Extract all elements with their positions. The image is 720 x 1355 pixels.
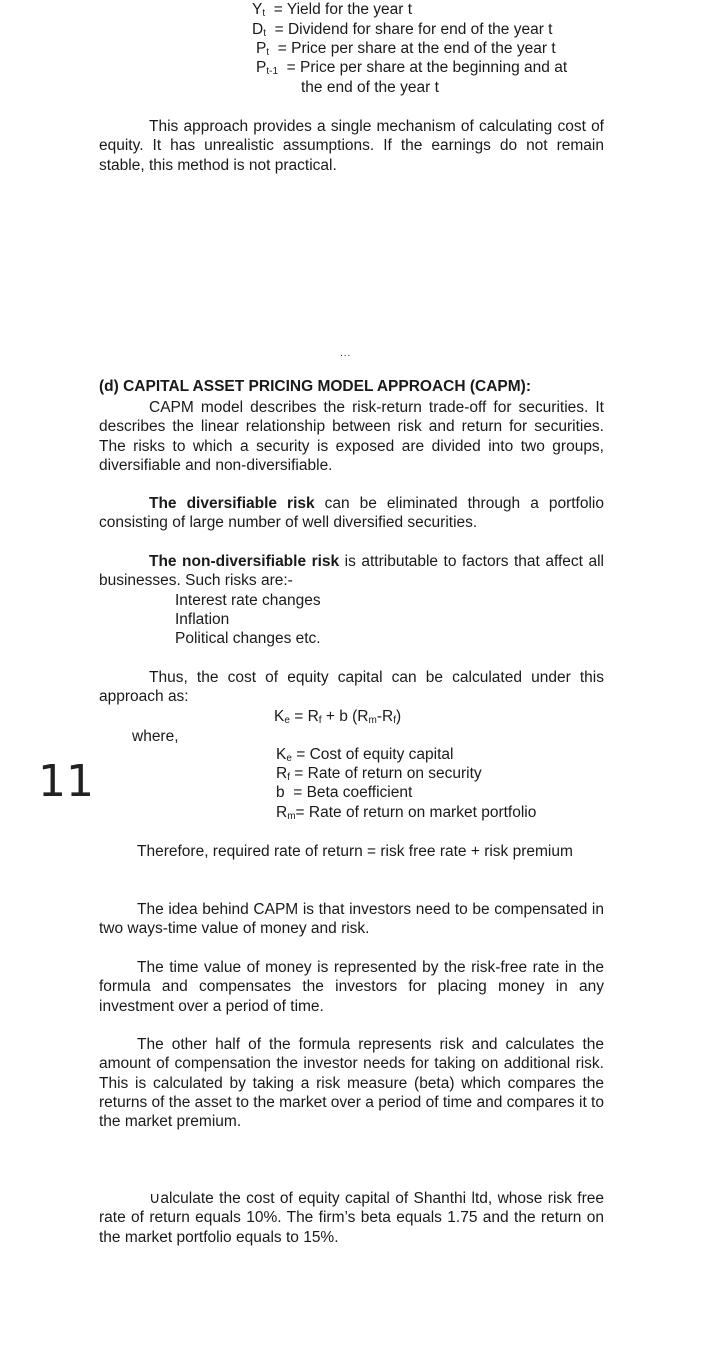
idea-paragraph: The idea behind CAPM is that investors need to be compensated in two ways-time value of money and risk. — [99, 901, 604, 938]
definition-dt: $D_t$ = Dividend for share for end of the year t — [252, 21, 553, 39]
page-break-marker: ... — [340, 348, 352, 359]
risk-item: Inflation — [175, 611, 230, 628]
capm-heading: (d) CAPITAL ASSET PRICING MODEL APPROACH (CAPM): — [99, 378, 531, 395]
risk-item: Interest rate changes — [175, 592, 321, 609]
definition-ke: $K_e$ = Cost of equity capital — [276, 746, 454, 764]
other-half-paragraph: The other half of the formula represents risk and calculates the amount of compensation the investor needs for taking on additional risk. This is calculated by taking a risk measure (beta) which compares the returns of the asset to the market over a period of time and compares it to the market premium. — [99, 1036, 604, 1131]
definition-b: b = Beta coefficient — [276, 784, 413, 801]
capm-formula: $K_e = R_f + b$ $(R_m-R_f)$ — [274, 708, 402, 726]
definition-pt: $P_t$ = Price per share at the end of the year t — [256, 40, 556, 58]
diversifiable-paragraph: The diversifiable risk can be eliminated through a portfolio consisting of large number of well diversified securities. — [99, 495, 604, 532]
definition-yt: $Y_t$ = Yield for the year t — [252, 1, 413, 19]
non-diversifiable-paragraph: The non-diversifiable risk is attributable to factors that affect all businesses. Such risks are:- — [99, 553, 604, 590]
therefore-paragraph: Therefore, required rate of return = risk free rate + risk premium — [137, 843, 573, 860]
definition-pt1-continued: the end of the year t — [301, 79, 439, 96]
definition-rf: $R_f$ = Rate of return on security — [276, 765, 482, 783]
capm-intro: CAPM model describes the risk-return trade-off for securities. It describes the linear relationship between risk and return for securities. The risks to which a security is exposed are divided into two groups, diversifiable and non-diversifiable. — [99, 399, 604, 474]
time-value-paragraph: The time value of money is represented by the risk-free rate in the formula and compensates the investors for placing money in any investment over a period of time. — [99, 959, 604, 1015]
thus-paragraph: Thus, the cost of equity capital can be calculated under this approach as: — [99, 669, 604, 706]
problem-paragraph: ∪alculate the cost of equity capital of Shanthi ltd, whose risk free rate of return equals 10%. The firm’s beta equals 1.75 and the return on the market portfolio equals to 15%. — [99, 1190, 604, 1246]
where-label: where, — [132, 728, 179, 745]
risk-item: Political changes etc. — [175, 630, 321, 647]
definition-rm: $R_m=$ Rate of return on market portfolio — [276, 804, 537, 822]
approach-paragraph: This approach provides a single mechanism of calculating cost of equity. It has unrealistic assumptions. If the earnings do not remain stable, this method is not practical. — [99, 118, 604, 174]
page-number: 11 — [38, 756, 94, 807]
definition-pt1: $P_{t-1}$ = Price per share at the beginning and at — [256, 59, 568, 77]
